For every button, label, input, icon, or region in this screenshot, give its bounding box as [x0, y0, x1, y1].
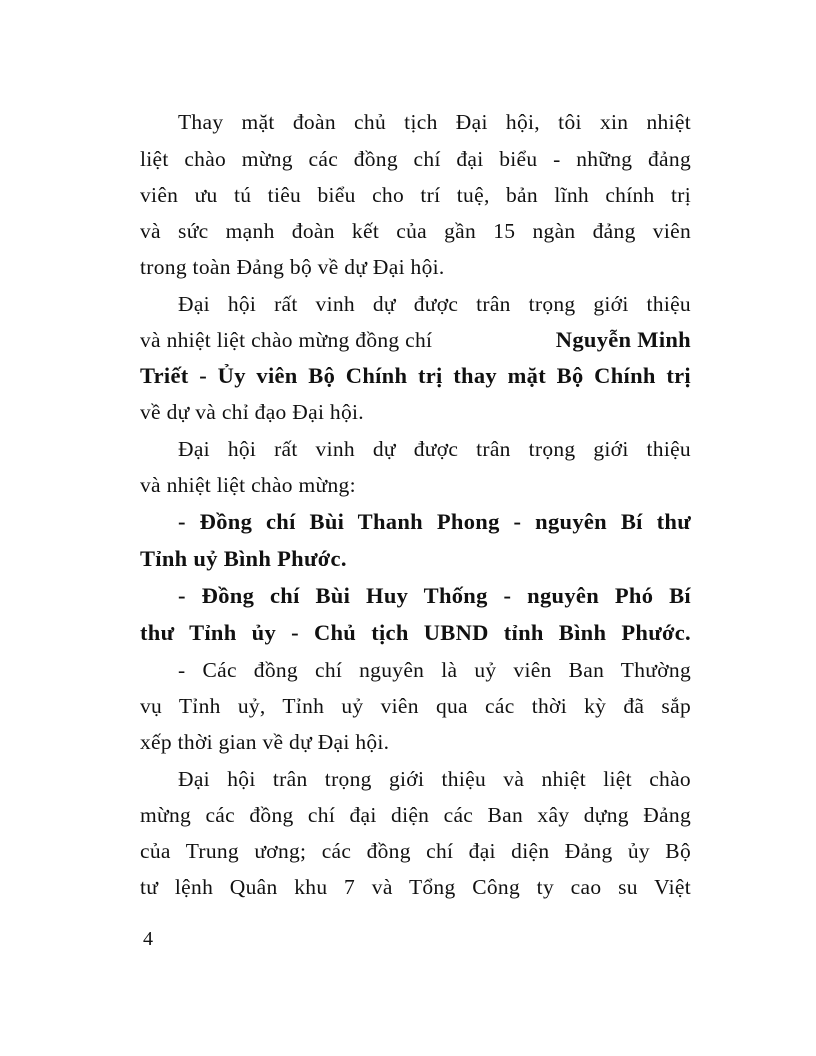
text-line: Thay mặt đoàn chủ tịch Đại hội, tôi xin nhiệt: [178, 110, 691, 134]
page-number: 4: [143, 928, 153, 950]
text-line: liệt chào mừng các đồng chí đại biểu - những đảng: [140, 147, 691, 171]
text-line: vụ Tỉnh uỷ, Tỉnh uỷ viên qua các thời kỳ đã sắp: [140, 694, 691, 718]
text-line: Đại hội rất vinh dự được trân trọng giới thiệu: [178, 292, 691, 316]
text-line-bold: Tỉnh uỷ Bình Phước.: [140, 546, 347, 571]
text-segment: và nhiệt liệt chào mừng đồng chí: [140, 328, 433, 352]
text-line: [140, 326, 691, 354]
text-line: Đại hội rất vinh dự được trân trọng giới thiệu: [178, 437, 691, 461]
text-line: và sức mạnh đoàn kết của gần 15 ngàn đảng viên: [140, 219, 691, 243]
text-line: - Các đồng chí nguyên là uỷ viên Ban Thường: [178, 658, 691, 682]
text-line: của Trung ương; các đồng chí đại diện Đảng ủy Bộ: [140, 839, 691, 863]
text-line: về dự và chỉ đạo Đại hội.: [140, 400, 364, 424]
text-line: và nhiệt liệt chào mừng:: [140, 473, 356, 497]
text-line: xếp thời gian về dự Đại hội.: [140, 730, 390, 754]
bold-name: Nguyễn Minh: [555, 327, 691, 352]
text-line: tư lệnh Quân khu 7 và Tổng Công ty cao su Việt: [140, 875, 691, 899]
text-line: viên ưu tú tiêu biểu cho trí tuệ, bản lĩnh chính trị: [140, 183, 691, 207]
text-line-bold: - Đồng chí Bùi Thanh Phong - nguyên Bí thư: [178, 509, 691, 534]
text-line: trong toàn Đảng bộ về dự Đại hội.: [140, 255, 445, 279]
text-line: mừng các đồng chí đại diện các Ban xây dựng Đảng: [140, 803, 691, 827]
text-line-bold: - Đồng chí Bùi Huy Thống - nguyên Phó Bí: [178, 583, 691, 608]
text-line: Đại hội trân trọng giới thiệu và nhiệt liệt chào: [178, 767, 691, 791]
text-line-bold: thư Tỉnh ủy - Chủ tịch UBND tỉnh Bình Phước.: [140, 620, 691, 645]
text-line-bold: Triết - Ủy viên Bộ Chính trị thay mặt Bộ Chính trị: [140, 363, 691, 388]
